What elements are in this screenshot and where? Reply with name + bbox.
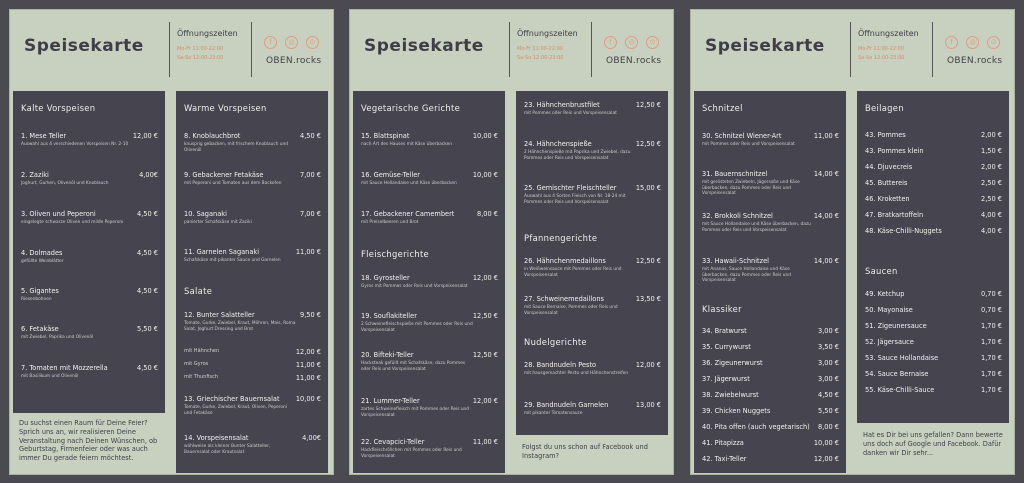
section-title: Klassiker [702,304,742,314]
opening-hours-label: Öffnungszeiten [177,29,238,38]
item-name: 41. Pitapizza [702,439,744,447]
item-price: 12,00 € [472,274,498,282]
item-price: 3,00 € [818,359,839,367]
item-description: mit hausgemachter Pesto und Hähnchenstreifen [524,371,629,376]
item-name: 10. Saganaki [184,210,227,218]
item-description: wählweise als kleiner Bunter Salatteller, Bauernsalat oder Krautsalat [184,444,271,455]
item-price: 4,50 € [137,287,158,295]
item-name: 39. Chicken Nuggets [702,407,771,415]
item-price: 12,50 € [472,312,498,320]
item-name: 34. Bratwurst [702,327,747,335]
menu-column [516,91,668,435]
item-name: 6. Fetakäse [21,325,59,333]
item-price: 11,00 € [472,438,498,446]
item-name: 35. Currywurst [702,343,751,351]
opening-hours-line: Mo-Fr 11:00-22:00 [177,46,224,52]
opening-hours-label: Öffnungszeiten [858,29,919,38]
facebook-icon[interactable]: f [264,36,277,49]
item-name: mit Hähnchen [184,348,220,354]
section-title: Saucen [865,266,898,276]
item-price: 12,00 € [295,348,321,356]
brand-name: OBEN.rocks [606,56,662,66]
item-price: 10,00 € [295,395,321,403]
divider [509,22,510,77]
item-name: 18. Gyrosteller [361,274,410,282]
item-name: 20. Bifteki-Teller [361,351,414,359]
menu-column [353,91,505,473]
item-description: Tomate, Gurke, Zwiebel, Kraut, Möhren, Mais, Roma Salat, Joghurt Dressing und Brot [184,321,296,332]
item-name: 32. Brokkoli Schnitzel [702,212,773,220]
item-price: 12,50 € [635,101,661,109]
item-name: 8. Knoblauchbrot [184,132,241,140]
item-description: Hackfleischröllchen mit Pommes oder Reis und Vorspeisensalat [361,448,462,459]
item-price: 5,50 € [137,325,158,333]
item-name: 40. Pita offen (auch vegetarisch) [702,423,810,431]
menu-page-2 [349,9,674,475]
section-title: Schnitzel [702,103,743,113]
section-title: Salate [184,286,213,296]
item-price: 12,00 € [813,455,839,463]
instagram-icon[interactable]: ◎ [625,36,638,49]
item-description: nach Art des Hauses mit Käse überbacken [361,142,452,147]
menu-column [176,91,328,473]
item-name: 46. Kroketten [865,195,910,203]
item-name: 31. Bauernschnitzel [702,170,768,178]
item-name: 36. Zigeunerwurst [702,359,763,367]
item-name: 11. Garnelen Saganaki [184,248,260,256]
item-name: 51. Zigeunersauce [865,322,927,330]
item-price: 11,00 € [295,374,321,382]
page-title: Speisekarte [364,36,484,56]
section-title: Beilagen [865,103,904,113]
event-room-note: Du suchst einen Raum für Deine Feier? Sprich uns an, wir realisieren Deine Veranstaltung nach Deinen Wünschen, ob Geburtstag, Firmenfeier oder was auch immer Du gerade feiern möchtest. [13,415,165,473]
section-title: Fleischgerichte [361,249,429,259]
item-name: 49. Ketchup [865,290,905,298]
item-description: zartes Schweinefleisch mit Pommes oder Reis und Vorspeisensalat [361,407,470,418]
item-name: 12. Bunter Salatteller [184,311,255,319]
item-description: mit Ananas, Sauce Hollandaise und Käse überbacken, dazu Pommes oder Reis und Vorspeisensalat [702,267,791,284]
item-name: 42. Taxi-Teller [702,455,747,463]
section-title: Vegetarische Gerichte [361,103,461,113]
item-description: mit gerösteten Zwiebeln, Jägersoße und Käse überbacken, dazu Pommes oder Reis und Vorspeisensalat [702,180,800,197]
item-price: 9,50 € [300,311,321,319]
item-price: 4,00 € [981,227,1002,235]
item-name: 24. Hähnchenspieße [524,140,592,148]
instagram-icon[interactable]: ◎ [285,36,298,49]
social-follow-note: Folgst du uns schon auf Facebook und Instagram? [516,438,668,473]
section-title: Warme Vorspeisen [184,103,267,113]
divider [932,22,933,77]
item-price: 2,50 € [981,195,1002,203]
item-name: mit Gyros [184,361,209,367]
menu-page-3 [690,9,1015,475]
item-price: 11,00 € [295,361,321,369]
item-price: 12,00 € [472,397,498,405]
divider [251,22,252,77]
item-name: 28. Bandnudeln Pesto [524,361,597,369]
page-header [350,10,673,86]
item-description: mit pikanter Tomatensauce [524,411,583,416]
item-price: 3,50 € [818,343,839,351]
opening-hours-line: Sa-So 12:00-23:00 [517,55,564,61]
brand-name: OBEN.rocks [266,56,322,66]
item-price: 0,70 € [981,306,1002,314]
page-title: Speisekarte [705,36,825,56]
item-price: 4,00 € [981,211,1002,219]
item-name: 43. Pommes klein [865,147,924,155]
item-name: 26. Hähnchenmedaillons [524,257,606,265]
item-description: mit Peperoni und Tomaten aus dem Backofen [184,181,282,186]
divider [591,22,592,77]
item-name: 53. Sauce Hollandaise [865,354,939,362]
item-name: 9. Gebackener Fetakäse [184,171,264,179]
item-price: 4,00€ [302,434,321,442]
item-description: Tomate, Gurke, Zwiebel, Kraut, Oliven, Peperoni und Fetakäse [184,405,287,416]
item-description: Auswahl aus 4 Sorten Fleisch von Nr. 18-24 mit Pommes oder Reis und Vorspeisensalat [524,194,626,205]
opening-hours-line: Mo-Fr 11:00-22:00 [858,46,905,52]
item-name: 7. Tomaten mit Mozzerella [21,364,108,372]
item-price: 4,00€ [139,171,158,179]
item-name: 23. Hähnchenbrustfilet [524,101,600,109]
item-name: 50. Mayonaise [865,306,913,314]
item-name: 38. Zwiebelwurst [702,391,759,399]
opening-hours-label: Öffnungszeiten [517,29,578,38]
item-description: mit Pommes oder Reis und Vorspeisensalat [524,111,617,116]
instagram-icon[interactable]: ◎ [966,36,979,49]
opening-hours-line: Sa-So 12:00-23:00 [177,55,224,61]
item-price: 12,50 € [635,140,661,148]
opening-hours-line: Mo-Fr 11:00-22:00 [517,46,564,52]
item-price: 1,70 € [981,338,1002,346]
item-price: 3,00 € [818,375,839,383]
item-price: 14,00 € [813,257,839,265]
item-description: mit Zwiebel, Paprika und Olivenöl [21,335,94,340]
item-price: 15,00 € [635,184,661,192]
item-name: 29. Bandnudeln Garnelen [524,401,609,409]
item-price: 11,00 € [295,248,321,256]
brand-name: OBEN.rocks [947,56,1003,66]
item-price: 14,00 € [813,170,839,178]
section-title: Kalte Vorspeisen [21,103,96,113]
item-name: 15. Blattspinat [361,132,410,140]
menu-column [857,91,1009,423]
facebook-icon[interactable]: f [604,36,617,49]
item-description: Hacksteak gefüllt mit Schafskäse, dazu Pommes oder Reis und Vorspeisensalat [361,361,466,372]
item-name: 52. Jägersauce [865,338,914,346]
item-name: mit Thunfisch [184,374,219,380]
item-name: 5. Gigantes [21,287,59,295]
item-name: 17. Gebackener Camembert [361,210,455,218]
item-price: 1,70 € [981,322,1002,330]
item-description: eingelegte schwarze Oliven und milde Peperoni [21,220,124,225]
item-description: mit Pommes oder Reis und Vorspeisensalat [702,142,795,147]
item-description: Gyros mit Pommes oder Reis und Vorspeisensalat [361,284,468,289]
page-header [10,10,333,86]
item-name: 1. Mese Teller [21,132,67,140]
item-price: 12,50 € [635,257,661,265]
item-description: Auswahl aus 4 verschiedenen Vorspeisen Nr. 2-10 [21,142,129,147]
item-price: 10,00 € [472,132,498,140]
item-name: 48. Käse-Chilli-Nuggets [865,227,942,235]
item-name: 14. Vorspeisensalat [184,434,249,442]
item-price: 4,50 € [137,364,158,372]
tripadvisor-icon[interactable]: ⊙ [646,36,659,49]
divider [169,22,170,77]
item-name: 55. Käse-Chilli-Sauce [865,386,935,394]
item-name: 2. Zaziki [21,171,49,179]
item-name: 33. Hawaii-Schnitzel [702,257,769,265]
item-name: 45. Buttereis [865,179,908,187]
menu-column [694,91,846,473]
item-price: 2,50 € [981,179,1002,187]
item-description: 2 Hähnchenspieße mit Paprika und Zwiebel, dazu Pommes oder Reis und Vorspeisensalat [524,150,631,161]
item-price: 10,00 € [813,439,839,447]
item-name: 13. Griechischer Bauernsalat [184,395,280,403]
item-name: 22. Cevapcici-Teller [361,438,425,446]
item-name: 16. Gemüse-Teller [361,171,421,179]
item-description: mit Sauce Hollandaise und Käse überbacken [361,181,457,186]
item-price: 4,50 € [818,391,839,399]
item-price: 2,00 € [981,131,1002,139]
item-price: 11,00 € [813,132,839,140]
divider [850,22,851,77]
item-description: mit Sauce Hollandaise und Käse überbacken, dazu Pommes oder Reis und Vorspeisensalat [702,222,811,233]
item-name: 37. Jägerwurst [702,375,750,383]
item-price: 0,70 € [981,290,1002,298]
item-description: Schafskäse mit pikanter Sauce und Garnelen [184,258,281,263]
item-price: 14,00 € [813,212,839,220]
item-price: 1,70 € [981,370,1002,378]
item-price: 12,00 € [635,361,661,369]
item-name: 47. Bratkartoffeln [865,211,924,219]
item-price: 1,50 € [981,147,1002,155]
item-price: 13,50 € [635,295,661,303]
opening-hours-line: Sa-So 12:00-23:00 [858,55,905,61]
item-price: 8,00 € [818,423,839,431]
item-price: 13,00 € [635,401,661,409]
item-description: 2 Schweinefleischspieße mit Pommes oder Reis und Vorspeisensalat [361,322,473,333]
item-price: 1,70 € [981,386,1002,394]
item-name: 30. Schnitzel Wiener-Art [702,132,782,140]
item-name: 3. Oliven und Peperoni [21,210,96,218]
item-name: 19. Souflakiteller [361,312,417,320]
item-price: 12,50 € [472,351,498,359]
item-description: gefüllte Weinblätter [21,259,64,264]
item-description: knusprig gebacken, mit frischem Knoblauch und Olivenöl [184,142,288,153]
item-price: 7,00 € [300,171,321,179]
item-description: panierter Schafskäse mit Zaziki [184,220,252,225]
item-name: 21. Lummer-Teller [361,397,420,405]
item-name: 54. Sauce Bernaise [865,370,929,378]
item-price: 8,00 € [477,210,498,218]
item-price: 1,70 € [981,354,1002,362]
item-price: 3,00 € [818,327,839,335]
item-price: 10,00 € [472,171,498,179]
tripadvisor-icon[interactable]: ⊙ [306,36,319,49]
item-description: mit Sauce Bernaise, Pommes oder Reis und Vorspeisensalat [524,305,618,316]
page-header [691,10,1014,86]
item-description: in Weißweinsauce mit Pommes oder Reis und Vorspeisensalat [524,267,622,278]
item-price: 4,50 € [137,210,158,218]
item-description: Joghurt, Gurken, Olivenöl und Knoblauch [21,181,109,186]
review-note: Hat es Dir bei uns gefallen? Dann bewerte uns doch auf Google und Facebook. Dafür danken wir Dir sehr... [857,427,1009,473]
item-description: Riesenbohnen [21,297,52,302]
item-price: 5,50 € [818,407,839,415]
item-description: mit Basilikum und Olivenöl [21,374,79,379]
menu-page-1 [9,9,334,475]
item-name: 4. Dolmades [21,249,63,257]
item-name: 44. Djuvecreis [865,163,913,171]
item-name: 25. Gemischter Fleischteller [524,184,617,192]
item-name: 43. Pommes [865,131,906,139]
section-title: Nudelgerichte [524,337,587,347]
section-title: Pfannengerichte [524,233,598,243]
page-title: Speisekarte [24,36,144,56]
item-price: 4,50 € [300,132,321,140]
item-price: 2,00 € [981,163,1002,171]
item-price: 4,50 € [137,249,158,257]
item-description: mit Preiselbeeren und Brot [361,220,419,225]
item-name: 27. Schweinemedaillons [524,295,604,303]
facebook-icon[interactable]: f [945,36,958,49]
menu-column [13,91,165,413]
tripadvisor-icon[interactable]: ⊙ [987,36,1000,49]
item-price: 7,00 € [300,210,321,218]
item-price: 12,00 € [132,132,158,140]
